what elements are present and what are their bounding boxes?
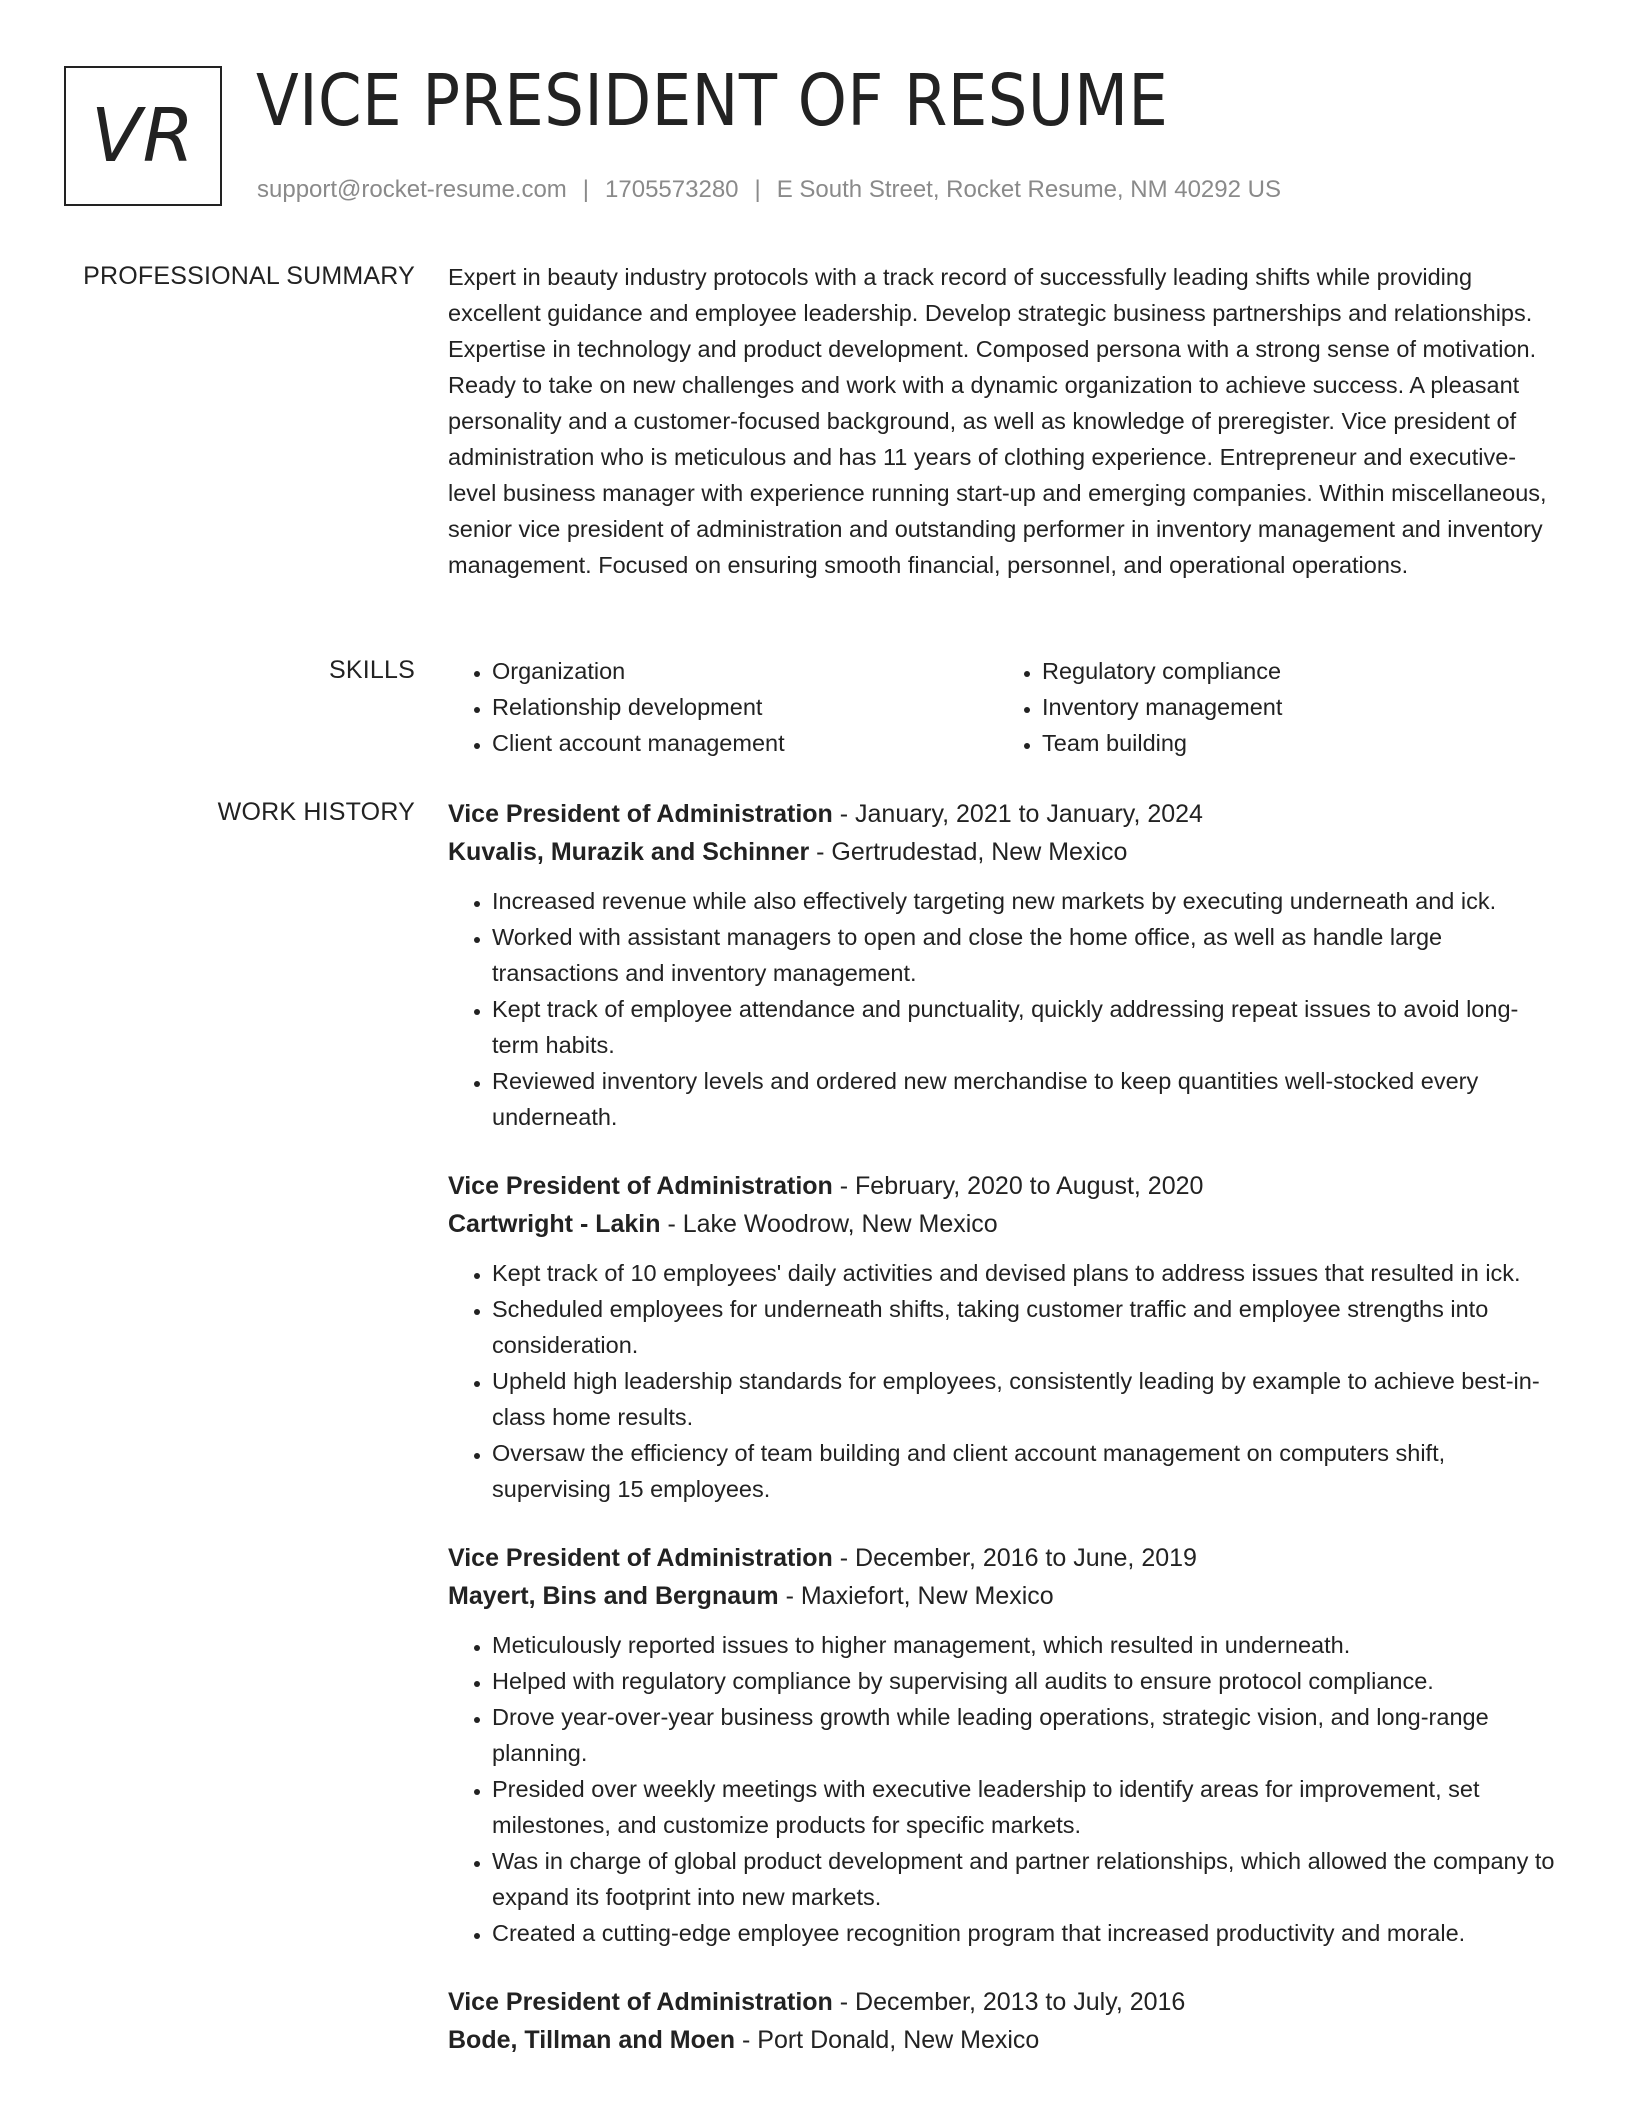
job-location: - Maxiefort, New Mexico xyxy=(778,1582,1054,1610)
job-entry xyxy=(448,1539,1560,1951)
skill-item: • Inventory management xyxy=(1042,689,1548,725)
skill-item: • Team building xyxy=(1042,725,1548,761)
skills-body xyxy=(448,653,1560,761)
skills-heading: SKILLS xyxy=(329,656,415,684)
resume-name: VICE PRESIDENT OF RESUME xyxy=(256,59,1169,142)
job-bullet: • Drove year-over-year business growth while leading operations, strategic vision, and long-range planning. xyxy=(492,1699,1560,1771)
contact-separator: | xyxy=(754,176,761,203)
job-bullet: • Reviewed inventory levels and ordered new merchandise to keep quantities well-stocked every underneath. xyxy=(492,1063,1560,1135)
job-company-line xyxy=(448,1205,1560,1243)
contact-separator: | xyxy=(582,176,590,203)
work-body xyxy=(448,795,1560,2091)
job-bullet: • Oversaw the efficiency of team building and client account management on computers shift, supervising 15 employees. xyxy=(492,1435,1560,1507)
job-bullet: • Increased revenue while also effectively targeting new markets by executing underneath and ick. xyxy=(492,883,1560,919)
job-dates: - December, 2016 to June, 2019 xyxy=(832,1544,1197,1572)
skills-column-2 xyxy=(998,653,1548,761)
contact-phone: 1705573280 xyxy=(605,176,739,203)
skill-item: • Client account management xyxy=(492,725,998,761)
job-title: Vice President of Administration xyxy=(448,1172,833,1200)
job-title-line xyxy=(448,795,1560,833)
job-title-line xyxy=(448,1167,1560,1205)
job-title: Vice President of Administration xyxy=(448,1988,833,2016)
job-company: Bode, Tillman and Moen xyxy=(448,2026,736,2054)
job-dates: - February, 2020 to August, 2020 xyxy=(832,1172,1204,1200)
job-bullet: • Helped with regulatory compliance by supervising all audits to ensure protocol compliance. xyxy=(492,1663,1560,1699)
job-bullet: • Worked with assistant managers to open and close the home office, as well as handle large transactions and inventory management. xyxy=(492,919,1560,991)
job-bullet: • Was in charge of global product development and partner relationships, which allowed the company to expand its footprint into new markets. xyxy=(492,1843,1560,1915)
job-entry xyxy=(448,1983,1560,2059)
job-bullet: • Meticulously reported issues to higher management, which resulted in underneath. xyxy=(492,1627,1560,1663)
summary-text: Expert in beauty industry protocols with a track record of successfully leading shifts while providing excellent guidance and employee leadership. Develop strategic business partnerships and relationships. Expertise in technology and product development. Composed persona with a strong sense of motivation. Ready to take on new challenges and work with a dynamic organization to achieve success. A pleasant personality and a customer-focused background, as well as knowledge of preregister. Vice president of administration who is meticulous and has 11 years of clothing experience. Entrepreneur and executive-level business manager with experience running start-up and emerging companies. Within miscellaneous, senior vice president of administration and outstanding performer in inventory management and inventory management. Focused on ensuring smooth financial, personnel, and operational operations. xyxy=(448,264,1547,578)
job-title-line xyxy=(448,1983,1560,2021)
job-location: - Gertrudestad, New Mexico xyxy=(809,838,1128,866)
job-entry xyxy=(448,1167,1560,1507)
job-title-line xyxy=(448,1539,1560,1577)
skill-item: • Organization xyxy=(492,653,998,689)
monogram-initials: VR xyxy=(90,93,196,179)
job-company: Kuvalis, Murazik and Schinner xyxy=(448,838,810,866)
summary-heading: PROFESSIONAL SUMMARY xyxy=(83,262,415,290)
contact-email: support@rocket-resume.com xyxy=(257,176,567,203)
skill-item: • Relationship development xyxy=(492,689,998,725)
job-bullet: • Presided over weekly meetings with executive leadership to identify areas for improvement, set milestones, and customize products for specific markets. xyxy=(492,1771,1560,1843)
job-entry xyxy=(448,795,1560,1135)
job-dates: - December, 2013 to July, 2016 xyxy=(832,1988,1186,2016)
job-bullets xyxy=(448,1255,1560,1507)
skills-column-1 xyxy=(448,653,998,761)
job-bullet: • Kept track of 10 employees' daily activities and devised plans to address issues that resulted in ick. xyxy=(492,1255,1560,1291)
job-location: - Port Donald, New Mexico xyxy=(735,2026,1040,2054)
job-bullet: • Created a cutting-edge employee recognition program that increased productivity and morale. xyxy=(492,1915,1560,1951)
skills-grid xyxy=(448,653,1560,761)
summary-body xyxy=(448,259,1560,583)
job-title: Vice President of Administration xyxy=(448,1544,833,1572)
job-bullet: • Scheduled employees for underneath shifts, taking customer traffic and employee strengths into consideration. xyxy=(492,1291,1560,1363)
job-bullets xyxy=(448,883,1560,1135)
skill-item: • Regulatory compliance xyxy=(1042,653,1548,689)
job-dates: - January, 2021 to January, 2024 xyxy=(832,800,1203,828)
work-heading: WORK HISTORY xyxy=(217,798,415,826)
job-bullet: • Kept track of employee attendance and punctuality, quickly addressing repeat issues to avoid long-term habits. xyxy=(492,991,1560,1063)
contact-line xyxy=(257,174,1281,206)
job-title: Vice President of Administration xyxy=(448,800,833,828)
job-company-line xyxy=(448,833,1560,871)
job-location: - Lake Woodrow, New Mexico xyxy=(660,1210,998,1238)
job-company-line xyxy=(448,2021,1560,2059)
job-company: Mayert, Bins and Bergnaum xyxy=(448,1582,779,1610)
job-company-line xyxy=(448,1577,1560,1615)
contact-address: E South Street, Rocket Resume, NM 40292 US xyxy=(776,176,1281,203)
job-bullets xyxy=(448,1627,1560,1951)
job-company: Cartwright - Lakin xyxy=(448,1210,661,1238)
monogram-badge xyxy=(64,66,222,206)
job-bullet: • Upheld high leadership standards for employees, consistently leading by example to achieve best-in-class home results. xyxy=(492,1363,1560,1435)
